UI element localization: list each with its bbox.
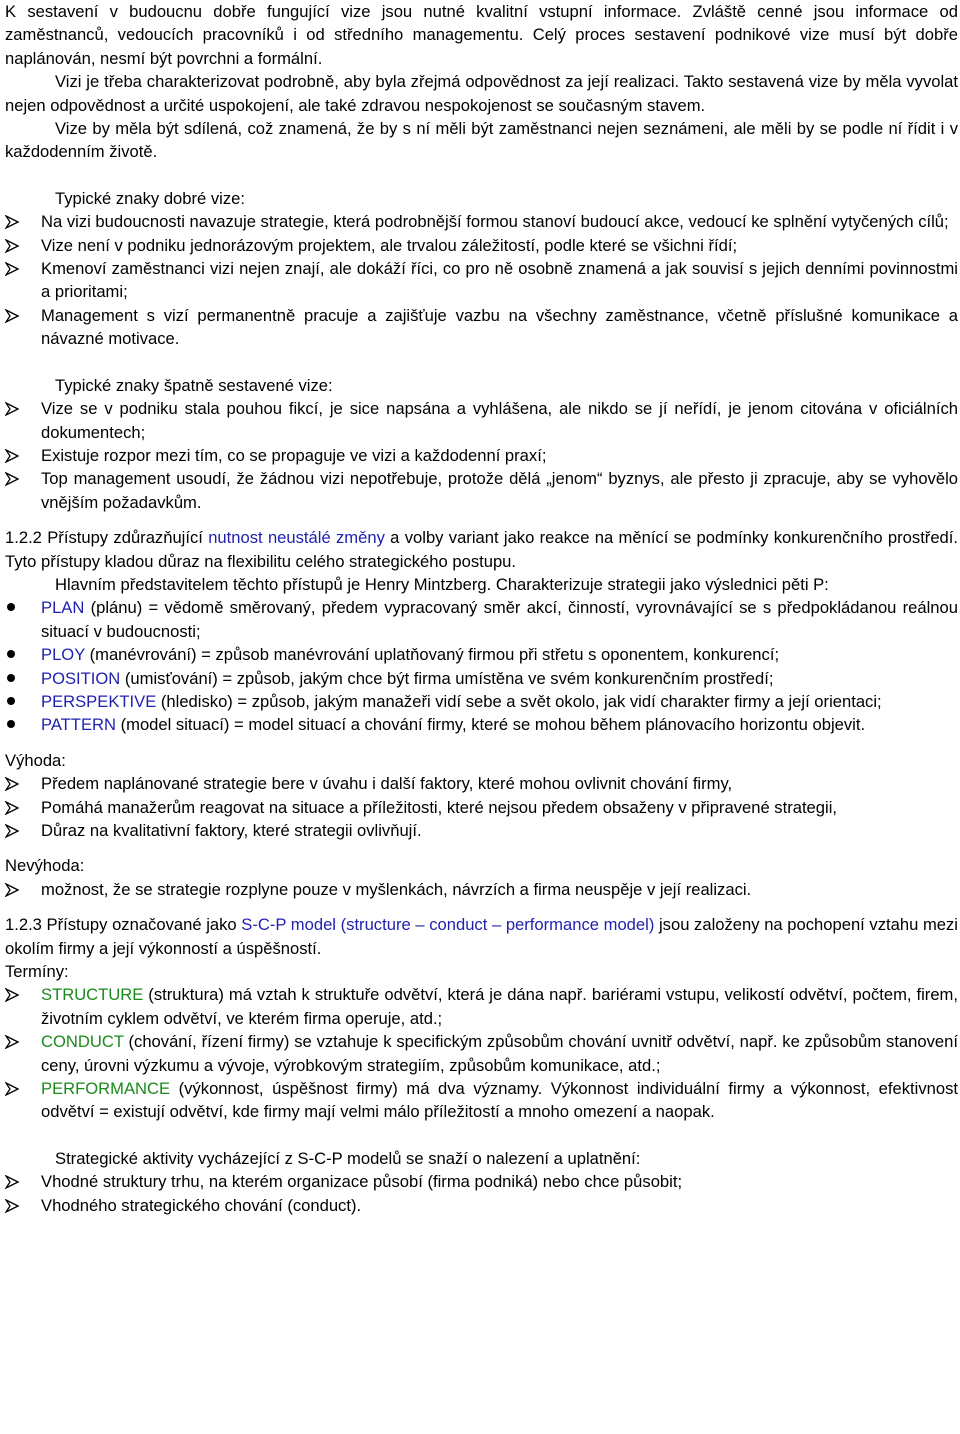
list-item-text: Důraz na kvalitativní faktory, které strategii ovlivňují. <box>41 821 422 840</box>
list-item <box>5 983 958 1030</box>
dot-bullet-icon <box>7 603 15 611</box>
arrow-bullet-icon <box>5 402 19 416</box>
list-item <box>5 444 958 467</box>
list-item <box>5 1194 958 1217</box>
arrow-bullet-icon <box>5 472 19 486</box>
list-item-text: Management s vizí permanentně pracuje a zajišťuje vazbu na všechny zaměstnance, včetně příslušné komunikace a návazné motivace. <box>41 305 958 349</box>
intro-paragraph-2: Vizi je třeba charakterizovat podrobně, aby byla zřejmá odpovědnost za její realizaci. Takto sestavená vize by měla vyvolat nejen odpovědnost a určité uspokojení, ale také zdravou nespokojenost se současným stavem. <box>5 72 958 115</box>
arrow-bullet-icon <box>5 1035 19 1049</box>
dot-bullet-icon <box>7 650 15 658</box>
arrow-bullet-icon <box>5 239 19 253</box>
document-page <box>5 0 958 1217</box>
list-item <box>5 819 958 842</box>
advantage-list <box>5 772 958 842</box>
list-item-text: Vhodného strategického chování (conduct). <box>41 1195 362 1215</box>
term-description: (chování, řízení firmy) se vztahuje k specifickým způsobům chování uvnitř odvětví, např. ke způsobům stanovení ceny, úrovni výzkumu a vývoje, výrobkovým strategiím, způsobům komunikace, atd.; <box>41 1032 958 1075</box>
list-item <box>5 397 958 444</box>
list-item-text: možnost, že se strategie rozplyne pouze v myšlenkách, návrzích a firma neuspěje v její realizaci. <box>41 879 752 899</box>
term-description: (plánu) = vědomě směrovaný, předem vypracovaný směr akcí, činností, vyrovnávající se s předpokládanou reálnou situací v budoucnosti; <box>41 598 958 641</box>
list-item <box>5 796 958 819</box>
terms-list <box>5 983 958 1123</box>
dot-bullet-icon <box>7 697 15 705</box>
list-item-text: Vhodné struktury trhu, na kterém organizace působí (firma podniká) nebo chce působit; <box>41 1172 683 1192</box>
arrow-bullet-icon <box>5 883 19 897</box>
list-item-text: Předem naplánované strategie bere v úvahu i další faktory, které mohou ovlivnit chování firmy, <box>41 774 733 794</box>
arrow-bullet-icon <box>5 1199 19 1213</box>
list-item <box>5 772 958 795</box>
section-1-2-3-paragraph <box>5 913 958 960</box>
section-text-post: jsou založeny na pochopení vztahu mezi okolím firmy a její výkonností a úspěšností. <box>5 915 958 958</box>
section-1-2-2-paragraph <box>5 526 958 573</box>
list-item <box>5 643 958 666</box>
arrow-bullet-icon <box>5 824 19 838</box>
dot-bullet-icon <box>7 720 15 728</box>
term-description: (manévrování) = způsob manévrování uplatňovaný firmou při střetu s oponentem, konkurencí; <box>84 645 780 665</box>
dot-bullet-icon <box>7 674 15 682</box>
list-item-text: Existuje rozpor mezi tím, co se propaguje ve vizi a každodenní praxí; <box>41 445 547 465</box>
arrow-bullet-icon <box>5 1175 19 1189</box>
arrow-bullet-icon <box>5 262 19 276</box>
term: PATTERN <box>41 715 116 735</box>
term: CONDUCT <box>41 1032 124 1052</box>
list-item <box>5 667 958 690</box>
term-description: (hledisko) = způsob, jakým manažeři vidí sebe a svět okolo, jak vidí charakter firmy a její orientaci; <box>156 691 882 711</box>
list-item <box>5 234 958 257</box>
term: PERSPEKTIVE <box>41 691 157 711</box>
list-item-text: Vize se v podniku stala pouhou fikcí, je sice napsána a vyhlášena, ale nikdo se jí neřídí, je jenom citována v oficiálních dokumentech; <box>41 399 958 442</box>
arrow-bullet-icon <box>5 449 19 463</box>
strategic-activities-list <box>5 1170 958 1217</box>
list-item-text: Kmenoví zaměstnanci vizi nejen znají, ale dokáží říci, co pro ně osobně znamená a jak souvisí s jejich denními povinnostmi a prioritami; <box>41 259 958 302</box>
list-item <box>5 257 958 304</box>
disadvantage-label: Nevýhoda: <box>5 856 85 876</box>
term-description: (model situací) = model situací a chování firmy, které se mohou během plánovacího horizontu objevit. <box>115 715 866 735</box>
section-number: 1.2.3 <box>5 915 42 935</box>
strategic-activities-heading: Strategické aktivity vycházející z S-C-P modelů se snaží o nalezení a uplatnění: <box>55 1148 641 1168</box>
term: STRUCTURE <box>41 985 144 1005</box>
section-text-pre: Přístupy zdůrazňující <box>41 528 209 548</box>
list-item <box>5 878 958 901</box>
list-item <box>5 467 958 514</box>
section-number: 1.2.2 <box>5 528 42 548</box>
term: POSITION <box>41 668 121 688</box>
list-item-text: Top management usoudí, že žádnou vizi nepotřebuje, protože dělá „jenom“ byznys, ale přesto ji zpracuje, aby se vyhovělo vnějším požadavkům. <box>41 469 958 512</box>
term-description: (struktura) má vztah k struktuře odvětví, která je dána např. bariérami vstupu, velikostí odvětví, počtem, firem, životním cyklem odvětví, ve kterém firma operuje, atd.; <box>41 985 958 1028</box>
term-description: (umisťování) = způsob, jakým chce být firma umístěna ve svém konkurenčním prostředí; <box>120 668 774 688</box>
section-highlight: S-C-P model (structure – conduct – performance model) <box>241 915 655 935</box>
disadvantage-list <box>5 878 958 901</box>
intro-paragraph-1: K sestavení v budoucnu dobře fungující vize jsou nutné kvalitní vstupní informace. Zvláště cenné jsou informace od zaměstnanců, vedoucích pracovníků i od středního managementu. Celý proces sestavení podnikové vize musí být dobře naplánován, nesmí být povrchni a formální. <box>5 2 958 68</box>
list-item-text: Na vizi budoucnosti navazuje strategie, která podrobnější formou stanoví budoucí akce, vedoucí ke splnění vytyčených cílů; <box>41 212 949 232</box>
good-vision-heading: Typické znaky dobré vize: <box>55 188 245 208</box>
section-highlight: nutnost neustálé změny <box>208 528 385 548</box>
term: PERFORMANCE <box>41 1079 171 1099</box>
arrow-bullet-icon <box>5 1082 19 1096</box>
term: PLAN <box>41 598 85 618</box>
bad-vision-list <box>5 397 958 514</box>
list-item <box>5 596 958 643</box>
arrow-bullet-icon <box>5 309 19 323</box>
mintzberg-paragraph: Hlavním představitelem těchto přístupů je Henry Mintzberg. Charakterizuje strategii jako výslednici pěti P: <box>55 574 829 594</box>
section-text-post: a volby variant jako reakce na měnící se podmínky konkurenčního prostředí. Tyto přístupy kladou důraz na flexibilitu celého strategického postupu. <box>5 528 959 571</box>
arrow-bullet-icon <box>5 215 19 229</box>
five-p-list <box>5 596 958 736</box>
list-item <box>5 690 958 713</box>
advantage-label: Výhoda: <box>5 750 66 770</box>
list-item <box>5 713 958 736</box>
term: PLOY <box>41 645 85 665</box>
list-item <box>5 1030 958 1077</box>
list-item <box>5 1170 958 1193</box>
list-item-text: Pomáhá manažerům reagovat na situace a příležitosti, které nejsou předem obsaženy v připravené strategii, <box>41 797 837 817</box>
list-item <box>5 1077 958 1124</box>
terms-label: Termíny: <box>5 962 69 982</box>
arrow-bullet-icon <box>5 777 19 791</box>
intro-paragraph-3: Vize by měla být sdílená, což znamená, že by s ní měli být zaměstnanci nejen seznámeni, ale měli by se podle ní řídit i v každodenním životě. <box>5 119 958 162</box>
bad-vision-heading: Typické znaky špatně sestavené vize: <box>55 375 333 395</box>
good-vision-list <box>5 210 958 350</box>
list-item <box>5 304 958 351</box>
term-description: (výkonnost, úspěšnost firmy) má dva významy. Výkonnost individuální firmy a výkonnost, efektivnost odvětví = existují odvětví, kde firmy mají velmi málo příležitostí a mnoho omezení a naopak. <box>41 1079 958 1122</box>
arrow-bullet-icon <box>5 988 19 1002</box>
section-text-pre: Přístupy označované jako <box>41 915 242 935</box>
list-item <box>5 210 958 233</box>
list-item-text: Vize není v podniku jednorázovým projektem, ale trvalou záležitostí, podle které se všichni řídí; <box>41 235 738 255</box>
arrow-bullet-icon <box>5 801 19 815</box>
